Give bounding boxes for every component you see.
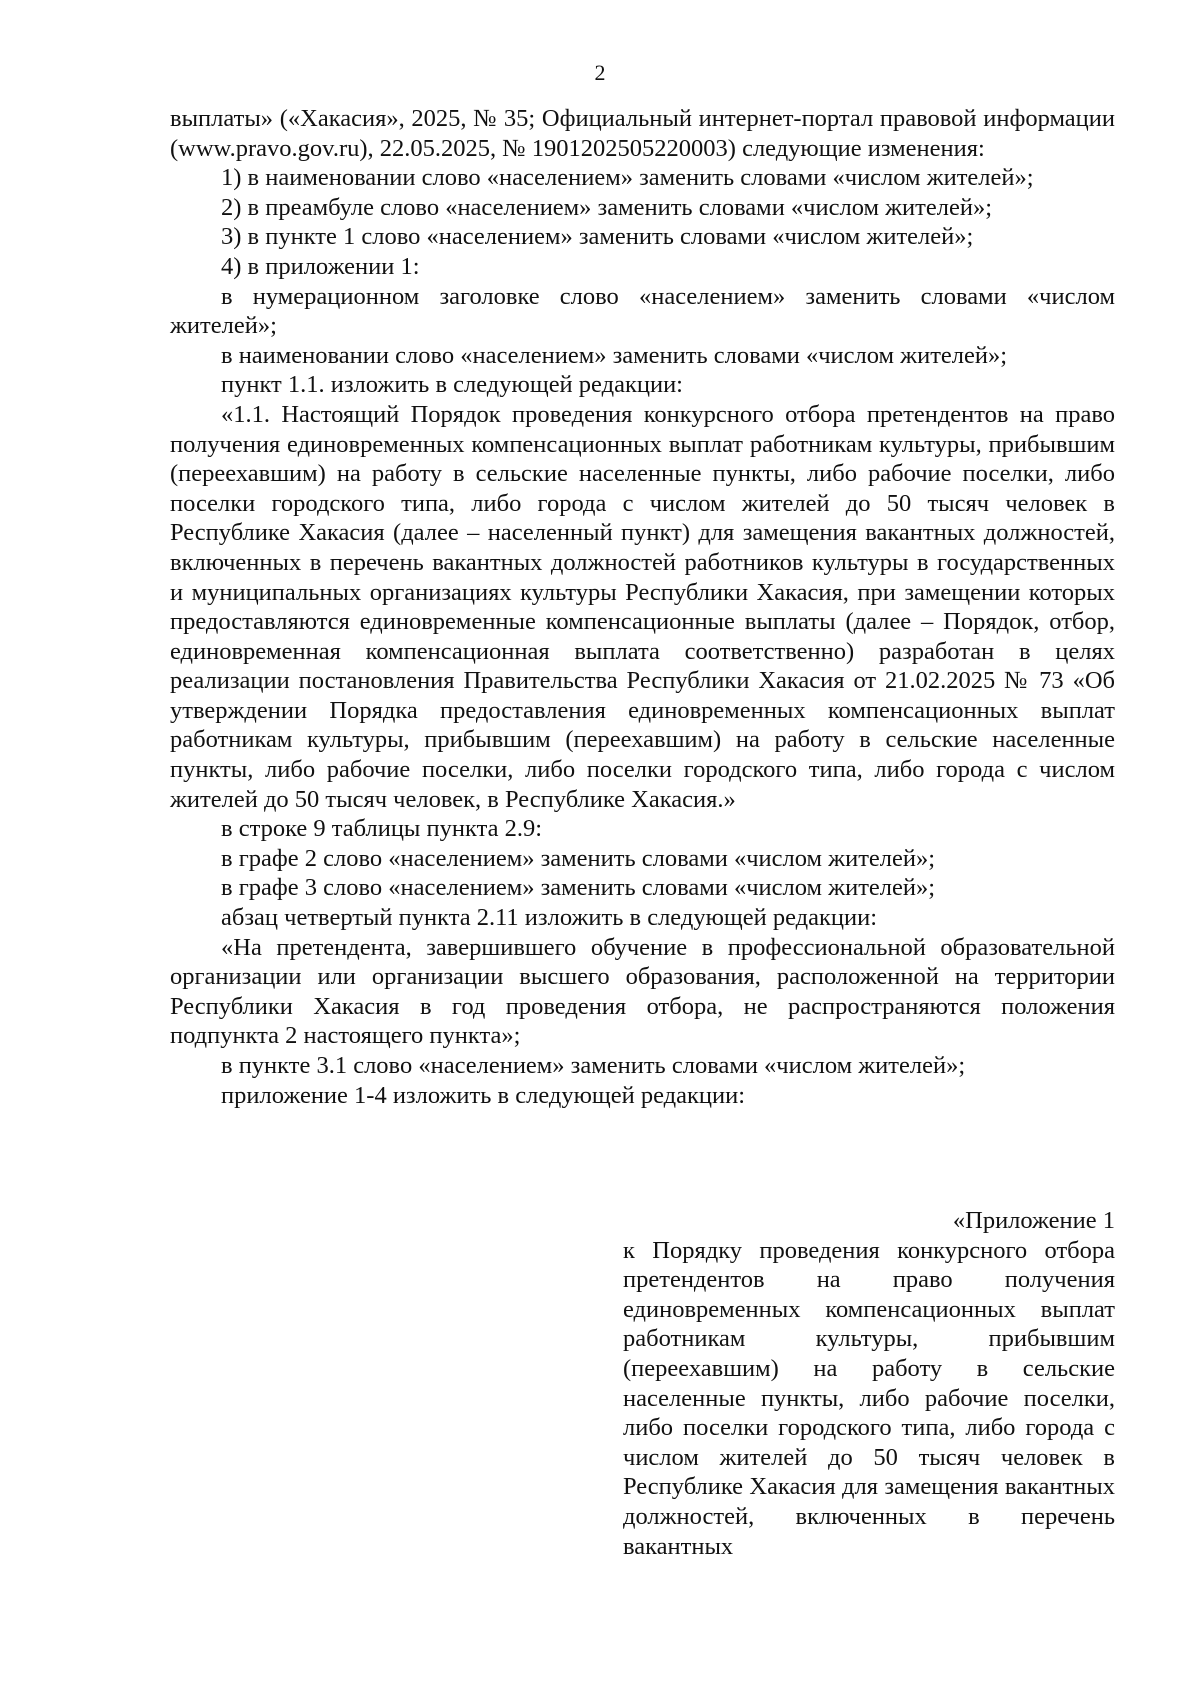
paragraph-clause-1-1-text: «1.1. Настоящий Порядок проведения конкурсного отбора претендентов на право получения единовременных компенсационных выплат работникам культуры, прибывшим (переехавшим) на работу в сельские населенные пункты, либо рабочие поселки, либо поселки городского типа, либо города с числом жителей до 50 тысяч человек в Республике Хакасия (далее – населенный пункт) для замещения вакантных должностей, включенных в перечень вакантных должностей работников культуры в государственных и муниципальных организациях культуры Республики Хакасия, при замещении которых предоставляются единовременные компенсационные выплаты (далее – Порядок, отбор, единовременная компенсационная выплата соответственно) разработан в целях реализации постановления Правительства Республики Хакасия от 21.02.2025 № 73 «Об утверждении Порядка предоставления единовременных компенсационных выплат работникам культуры, прибывшим (переехавшим) на работу в сельские населенные пункты, либо рабочие поселки, либо поселки городского типа, либо города с числом жителей до 50 тысяч человек, в Республике Хакасия.» bbox=[170, 400, 1115, 813]
paragraph-row-9: в строке 9 таблицы пункта 2.9: bbox=[221, 815, 543, 843]
paragraph-item-4: 4) в приложении 1: bbox=[221, 252, 420, 280]
paragraph-intro: выплаты» («Хакасия», 2025, № 35; Официальный интернет-портал правовой информации (www.pravo.gov.ru), 22.05.2025, № 1901202505220003) следующие изменения: bbox=[170, 105, 1115, 162]
paragraph-clause-3-1: в пункте 3.1 слово «населением» заменить словами «числом жителей»; bbox=[221, 1052, 966, 1079]
paragraph-item-2: 2) в преамбуле слово «населением» заменить словами «числом жителей»; bbox=[221, 193, 993, 221]
paragraph-appendix-intro: приложение 1-4 изложить в следующей редакции: bbox=[221, 1081, 746, 1109]
page-number: 2 bbox=[594, 60, 606, 85]
paragraph-column-2: в графе 2 слово «населением» заменить словами «числом жителей»; bbox=[221, 844, 936, 872]
paragraph-name-change: в наименовании слово «населением» заменить словами «числом жителей»; bbox=[221, 341, 1008, 369]
paragraph-column-3: в графе 3 слово «населением» заменить словами «числом жителей»; bbox=[221, 874, 936, 902]
paragraph-clause-1-1-intro: пункт 1.1. изложить в следующей редакции: bbox=[221, 371, 683, 399]
paragraph-clause-2-11-text: «На претендента, завершившего обучение в профессиональной образовательной организации или организации высшего образования, расположенной на территории Республики Хакасия в год проведения отбора, не распространяются положения подпункта 2 настоящего пункта»; bbox=[170, 933, 1115, 1050]
document-body bbox=[170, 104, 1115, 1110]
appendix-title: «Приложение 1 bbox=[952, 1207, 1115, 1234]
paragraph-clause-2-11-intro: абзац четвертый пункта 2.11 изложить в следующей редакции: bbox=[221, 904, 878, 932]
paragraph-item-1: 1) в наименовании слово «населением» заменить словами «числом жителей»; bbox=[221, 164, 1034, 192]
paragraph-numbering-header: в нумерационном заголовке слово «населением» заменить словами «числом жителей»; bbox=[170, 282, 1115, 340]
appendix-description: к Порядку проведения конкурсного отбора претендентов на право получения единовременных компенсационных выплат работникам культуры, прибывшим (переехавшим) на работу в сельские населенные пункты, либо рабочие поселки, либо поселки городского типа, либо города с числом жителей до 50 тысяч человек в Республике Хакасия для замещения вакантных должностей, включенных в перечень вакантных bbox=[623, 1236, 1115, 1560]
appendix-header bbox=[623, 1206, 1115, 1561]
paragraph-item-3: 3) в пункте 1 слово «населением» заменить словами «числом жителей»; bbox=[221, 223, 974, 251]
